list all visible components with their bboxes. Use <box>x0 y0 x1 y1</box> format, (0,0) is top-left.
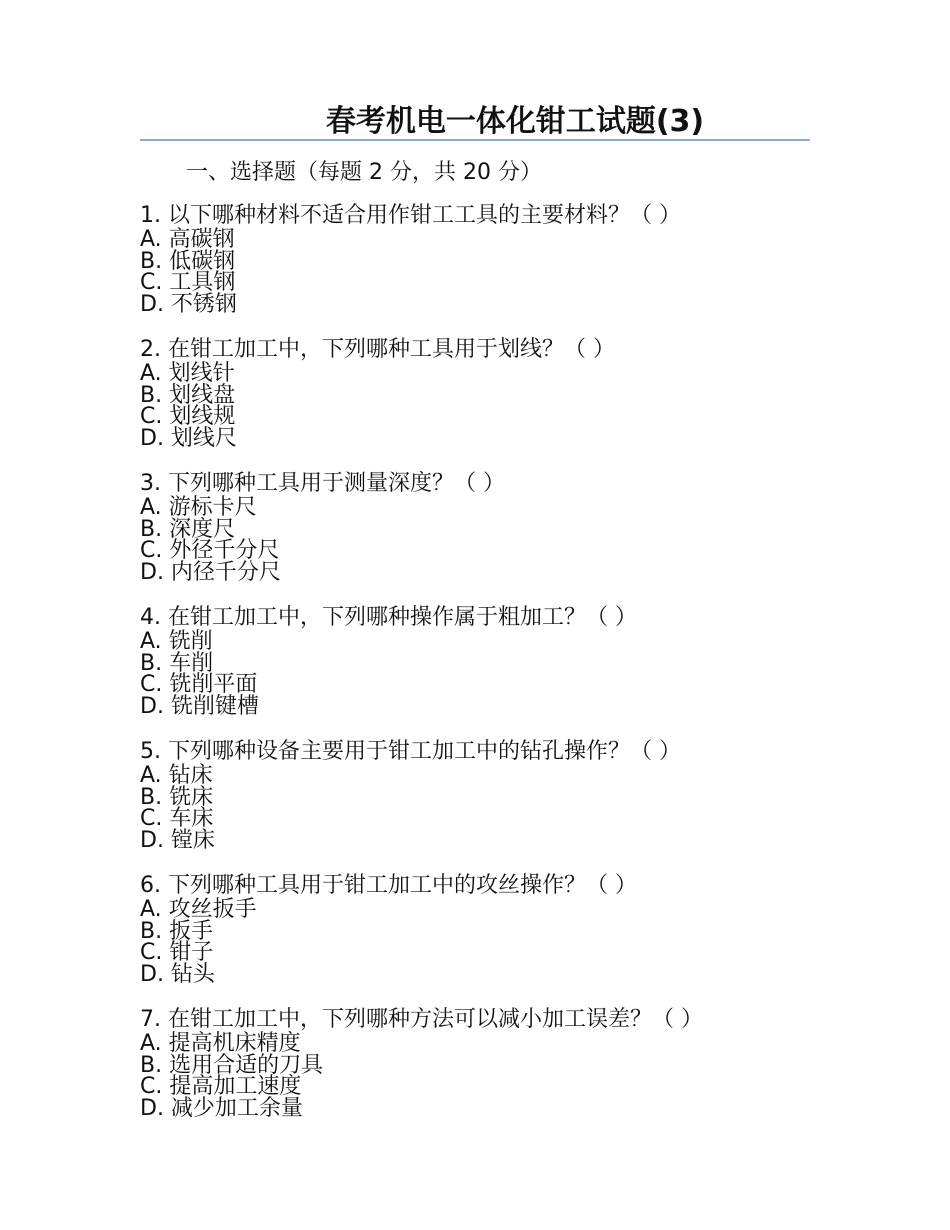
question-3 <box>140 470 820 583</box>
question-stem: 4. 在钳工加工中，下列哪种操作属于粗加工？（ ） <box>140 605 637 630</box>
option-b: B. 扳手 <box>140 918 214 944</box>
option-b: B. 划线盘 <box>140 382 236 408</box>
question-stem: 5. 下列哪种设备主要用于钳工加工中的钻孔操作？（ ） <box>140 739 681 764</box>
question-stem: 1. 以下哪种材料不适合用作钳工工具的主要材料？（ ） <box>140 203 681 228</box>
option-d: D. 减少加工余量 <box>140 1095 303 1121</box>
question-list <box>140 202 820 1140</box>
option-a: A. 高碳钢 <box>140 227 235 252</box>
option-a: A. 划线针 <box>140 361 235 386</box>
option-c: C. 车床 <box>140 806 214 831</box>
option-b: B. 铣床 <box>140 784 214 810</box>
question-6 <box>140 872 820 985</box>
question-1 <box>140 202 820 315</box>
question-4 <box>140 604 820 717</box>
option-b: B. 车削 <box>140 650 214 676</box>
option-d: D. 铣削键槽 <box>140 693 259 719</box>
title-underline <box>140 139 810 141</box>
option-d: D. 划线尺 <box>140 425 237 451</box>
section-heading: 一、选择题（每题 2 分，共 20 分） <box>186 160 542 185</box>
option-a: A. 攻丝扳手 <box>140 897 257 922</box>
question-5 <box>140 738 820 851</box>
option-c: C. 钳子 <box>140 940 214 965</box>
question-stem: 2. 在钳工加工中，下列哪种工具用于划线？（ ） <box>140 337 615 362</box>
option-a: A. 提高机床精度 <box>140 1031 301 1056</box>
question-stem: 6. 下列哪种工具用于钳工加工中的攻丝操作？（ ） <box>140 873 637 898</box>
question-stem: 7. 在钳工加工中，下列哪种方法可以减小加工误差？（ ） <box>140 1007 703 1032</box>
option-d: D. 内径千分尺 <box>140 559 281 585</box>
option-b: B. 选用合适的刀具 <box>140 1052 324 1078</box>
option-b: B. 深度尺 <box>140 516 236 542</box>
question-2 <box>140 336 820 449</box>
question-7 <box>140 1006 820 1119</box>
option-a: A. 钻床 <box>140 763 213 788</box>
option-a: A. 铣削 <box>140 629 213 654</box>
option-c: C. 铣削平面 <box>140 672 258 697</box>
option-c: C. 提高加工速度 <box>140 1074 302 1099</box>
document-title: 春考机电一体化钳工试题(3) <box>325 104 705 139</box>
question-stem: 3. 下列哪种工具用于测量深度？（ ） <box>140 471 505 496</box>
option-c: C. 工具钢 <box>140 270 236 295</box>
option-d: D. 不锈钢 <box>140 291 237 317</box>
option-c: C. 外径千分尺 <box>140 538 280 563</box>
option-c: C. 划线规 <box>140 404 236 429</box>
option-a: A. 游标卡尺 <box>140 495 257 520</box>
option-d: D. 钻头 <box>140 961 215 987</box>
option-b: B. 低碳钢 <box>140 248 236 274</box>
option-d: D. 镗床 <box>140 827 215 853</box>
